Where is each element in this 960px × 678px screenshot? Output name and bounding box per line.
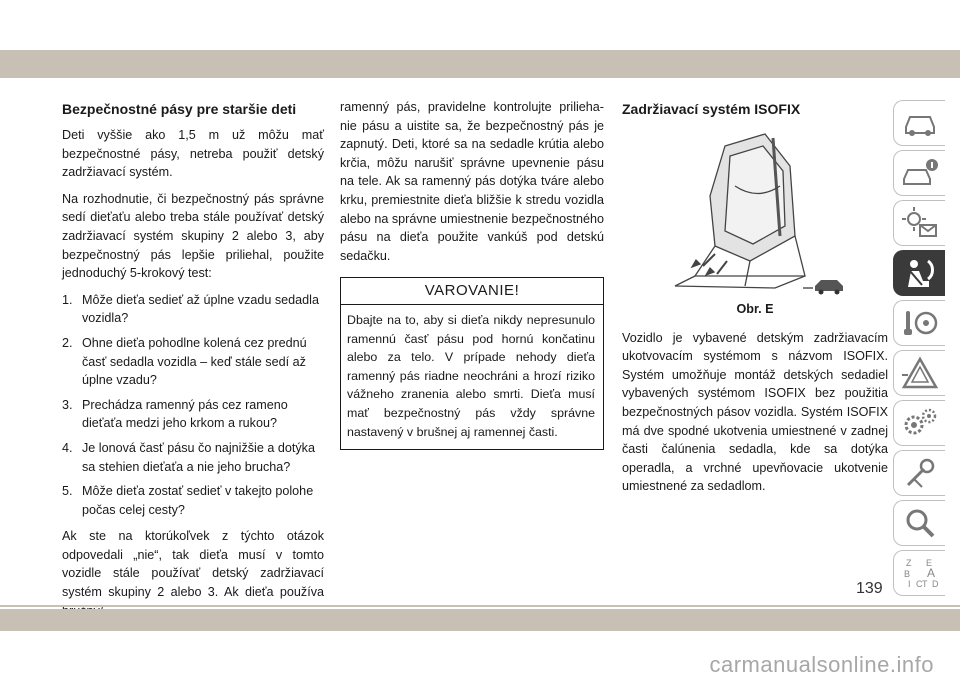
list-item: 2. Ohne dieťa pohodlne kolená cez prednú časť sedadla vozidla – keď stále sedí až úplne vzadu?: [62, 335, 307, 388]
svg-text:C: C: [915, 579, 922, 589]
child-seat-illustration: [655, 126, 855, 298]
tab-index[interactable]: [893, 550, 945, 596]
car-info-icon: [900, 155, 940, 191]
svg-text:T: T: [921, 579, 927, 589]
svg-text:I: I: [907, 579, 911, 589]
svg-text:E: E: [925, 558, 932, 568]
tab-hazard[interactable]: [893, 350, 945, 396]
list-item: 4. Je lonová časť pásu čo najnižšie a dotýka sa stehien dieťaťa a nie jeho brucha?: [62, 440, 315, 474]
svg-text:B: B: [903, 569, 910, 579]
page-number: 139: [856, 580, 883, 597]
watermark: carmanualsonline.info: [709, 652, 934, 677]
car-dashboard-icon: [900, 105, 940, 141]
figure-caption: Obr. E: [736, 302, 774, 316]
paragraph: ramenný pás, pravidelne kontrolujte prilieha-nie pásu a uistite sa, že bezpečnostný pás je zapnutý. Deti, ktoré sa na sedadle krútia alebo krčia, môžu narušiť správne upevnenie pásu na tele. Ak sa ramenný pás dotýka tváre alebo krku, premiestnite dieťa bližšie k stredu vozidla alebo na správne umiestnenie bezpečnostného pásu na dieťa použite vankúš pod detskú sedačku.: [340, 100, 604, 263]
bottom-rule: [0, 605, 960, 607]
warning-lights-icon: [900, 205, 940, 241]
warning-text: Dbajte na to, aby si dieťa nikdy nepresunulo ramennú časť pásu pod hornú končatinu alebo za telo. V prípade nehody dieťa ramenný pás riadne neochráni a hrozí riziko vážneho zranenia alebo smrti. Dieťa musí mať bezpečnostný pás vždy správne nastavený v brušnej aj ramennej časti.: [347, 312, 595, 439]
tab-car-dashboard[interactable]: [893, 100, 945, 146]
paragraph: Na rozhodnutie, či bezpečnostný pás správne sedí dieťaťu alebo treba stále používať detský zadržiavací systém skupiny 2 alebo 3, aby bezpečnostný pás lepšie priliehal, použite jednoduchý 5-krokový test:: [62, 191, 324, 281]
magnifier-icon: [900, 505, 940, 541]
warning-title: VAROVANIE!: [341, 278, 603, 305]
paragraph: Vozidlo je vybavené detským zadržiavacím ukotvovacím systémom s názvom ISOFIX. Systém umožňuje montáž detských sedadiel vybavených systémom ISOFIX bez použitia bezpečnostných pásov vozidla. Systém ISOFIX má dve spodné ukotvenia umiestnené v zadnej časti čalúnenia sedadla, kde sa dotýka operadla, a vrchné upevňovacie ukotvenie umiestnené za sedadlom.: [622, 330, 888, 494]
bottom-band: [0, 609, 960, 631]
svg-text:A: A: [926, 566, 935, 580]
tab-search[interactable]: [893, 500, 945, 546]
tools-icon: [900, 455, 940, 491]
seat-safety-icon: [900, 255, 940, 291]
paragraph: Deti vyššie ako 1,5 m už môžu mať bezpečnostné pásy, netreba použiť detský zadržiavací systém.: [62, 128, 324, 180]
list-item: 3. Prechádza ramenný pás cez rameno dieťaťa medzi jeho krkom a rukou?: [62, 397, 288, 431]
car-silhouette-icon: [803, 280, 843, 295]
isofix-figure: [655, 126, 855, 298]
warning-box: [340, 277, 604, 450]
paragraph: Ak ste na ktorúkoľvek z týchto otázok odpovedali „nie“, tak dieťa musí v tomto vozidle stále používať detský zadržiavací systém skupiny 2 alebo 3. Ak dieťa používa: [62, 529, 324, 600]
section-heading-older-children: Bezpečnostné pásy pre staršie deti: [62, 101, 297, 117]
left-column: [62, 100, 324, 628]
svg-text:Z: Z: [905, 558, 911, 568]
top-band: [0, 50, 960, 78]
list-item: 1. Môže dieťa sedieť až úplne vzadu sedadla vozidla?: [62, 292, 319, 326]
tab-technical[interactable]: [893, 450, 945, 496]
tab-seat-safety[interactable]: [893, 250, 945, 296]
tab-steering-key[interactable]: [893, 300, 945, 346]
tab-warning-lights[interactable]: [893, 200, 945, 246]
list-item: 5. Môže dieťa zostať sedieť v takejto polohe počas celej cesty?: [62, 484, 314, 517]
middle-column: [340, 98, 604, 450]
chapter-tabs: [893, 100, 945, 600]
tab-maintenance[interactable]: [893, 400, 945, 446]
section-heading-isofix: Zadržiavací systém ISOFIX: [622, 101, 801, 117]
gears-icon: [900, 405, 940, 441]
alphabet-index-icon: [900, 555, 940, 591]
right-column: [622, 100, 888, 504]
test-list: [62, 291, 324, 520]
hazard-triangle-icon: [900, 355, 940, 391]
steering-key-icon: [900, 305, 940, 341]
svg-text:D: D: [931, 579, 938, 589]
tab-car-info[interactable]: [893, 150, 945, 196]
